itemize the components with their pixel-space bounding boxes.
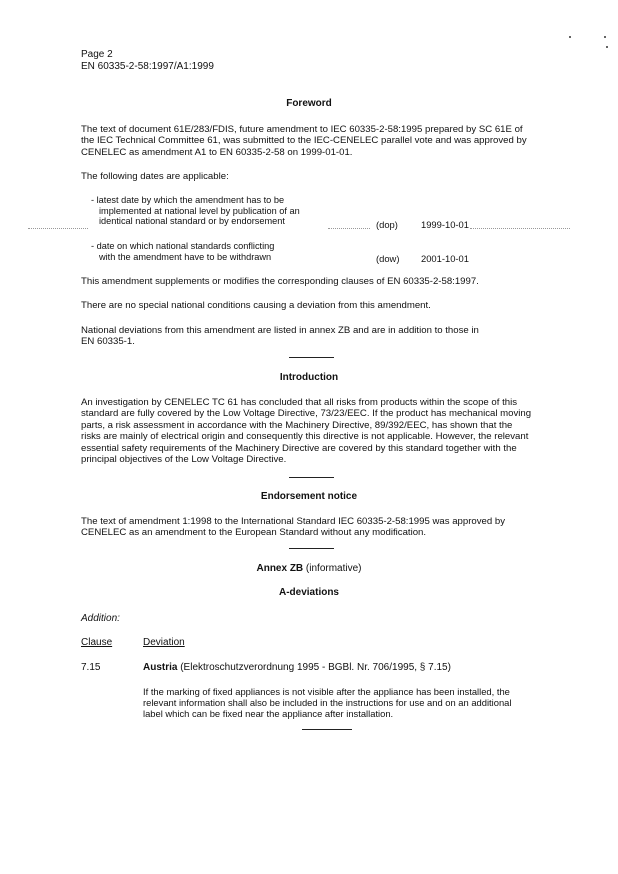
introduction-paragraph bbox=[81, 397, 573, 465]
deviation-column-header: Deviation bbox=[143, 637, 185, 648]
text-line: CENELEC as an amendment to the European Standard without any modification. bbox=[81, 527, 427, 539]
annex-subtitle: A-deviations bbox=[278, 587, 339, 598]
text-line: CENELEC as amendment A1 to EN 60335-2-58 on 1999-01-01. bbox=[81, 146, 353, 158]
text-line: the IEC Technical Committee 61, was submitted to the IEC-CENELEC parallel vote and was approved by bbox=[81, 135, 527, 147]
text-line: National deviations from this amendment are listed in annex ZB and are in addition to those in bbox=[81, 325, 479, 336]
section-divider bbox=[289, 357, 334, 358]
text-line: implemented at national level by publication of an bbox=[99, 205, 300, 216]
text-line: The text of document 61E/283/FDIS, future amendment to IEC 60335-2-58:1995 prepared by SC 61E of bbox=[81, 124, 523, 135]
scan-speck bbox=[604, 36, 606, 38]
date-code-dow: (dow) bbox=[376, 253, 400, 264]
scan-speck bbox=[569, 36, 571, 38]
annex-title-bold: Annex ZB bbox=[256, 563, 304, 574]
date-value-dop: 1999-10-01 bbox=[421, 219, 469, 230]
text-line: - date on which national standards conflicting bbox=[91, 241, 275, 251]
text-line: identical national standard or by endorsement bbox=[99, 216, 285, 227]
text-line: An investigation by CENELEC TC 61 has concluded that all risks from products within the scope of this bbox=[81, 397, 518, 408]
foreword-heading: Foreword bbox=[286, 98, 332, 109]
text-line: principal objectives of the Low Voltage Directive. bbox=[81, 454, 287, 466]
foreword-paragraph-5 bbox=[81, 325, 573, 348]
document-id: EN 60335-2-58:1997/A1:1999 bbox=[81, 61, 214, 72]
scan-dotted-line bbox=[328, 228, 370, 229]
annex-title bbox=[0, 563, 618, 574]
foreword-paragraph-2: The following dates are applicable: bbox=[81, 171, 229, 182]
date-item-dow bbox=[91, 241, 274, 262]
text-line: relevant information shall also be included in the instructions for use and on an additional bbox=[143, 697, 512, 709]
text-line: standard are fully covered by the Low Voltage Directive, 73/23/EEC. If the product has mechanical moving bbox=[81, 408, 532, 420]
country-reference: (Elektroschutzverordnung 1995 - BGBl. Nr. 706/1995, § 7.15) bbox=[177, 662, 451, 673]
text-line: The text of amendment 1:1998 to the International Standard IEC 60335-2-58:1995 was approved by bbox=[81, 516, 506, 527]
date-code-dop: (dop) bbox=[376, 219, 398, 230]
page-number: Page 2 bbox=[81, 49, 113, 60]
foreword-paragraph-1 bbox=[81, 124, 573, 158]
text-line: with the amendment have to be withdrawn bbox=[99, 251, 272, 262]
country-name: Austria bbox=[143, 662, 178, 673]
text-line: essential safety requirements of the Machinery Directive are covered by this standard together with the bbox=[81, 442, 517, 454]
foreword-paragraph-3: This amendment supplements or modifies the corresponding clauses of EN 60335-2-58:1997. bbox=[81, 276, 479, 287]
endorsement-heading: Endorsement notice bbox=[260, 491, 358, 502]
text-line: If the marking of fixed appliances is not visible after the appliance has been installed, the bbox=[143, 686, 510, 697]
scan-dotted-line bbox=[470, 228, 570, 229]
scan-dotted-line bbox=[28, 228, 88, 229]
introduction-heading: Introduction bbox=[279, 372, 339, 383]
date-value-dow: 2001-10-01 bbox=[421, 253, 469, 264]
text-line: risks are mainly of electrical origin and consequently this directive is not applicable. However, the relevant bbox=[81, 431, 529, 443]
deviation-country-line bbox=[143, 662, 451, 673]
text-line: label which can be fixed near the appliance after installation. bbox=[143, 708, 394, 720]
section-divider bbox=[289, 548, 334, 549]
addition-label: Addition: bbox=[81, 613, 120, 624]
section-divider bbox=[289, 477, 334, 478]
foreword-paragraph-4: There are no special national conditions causing a deviation from this amendment. bbox=[81, 300, 431, 311]
annex-title-note: (informative) bbox=[303, 563, 362, 574]
text-line: - latest date by which the amendment has to be bbox=[91, 195, 285, 205]
endorsement-paragraph bbox=[81, 516, 573, 539]
clause-column-header: Clause bbox=[81, 637, 113, 648]
text-line: EN 60335-1. bbox=[81, 336, 135, 348]
date-item-dop bbox=[91, 195, 300, 227]
clause-number: 7.15 bbox=[81, 662, 101, 673]
section-divider bbox=[302, 729, 352, 730]
text-line: parts, a risk assessment in accordance with the Machinery Directive, 89/392/EEC, has shown that the bbox=[81, 419, 513, 431]
scan-speck bbox=[606, 46, 608, 48]
deviation-text bbox=[143, 686, 573, 720]
